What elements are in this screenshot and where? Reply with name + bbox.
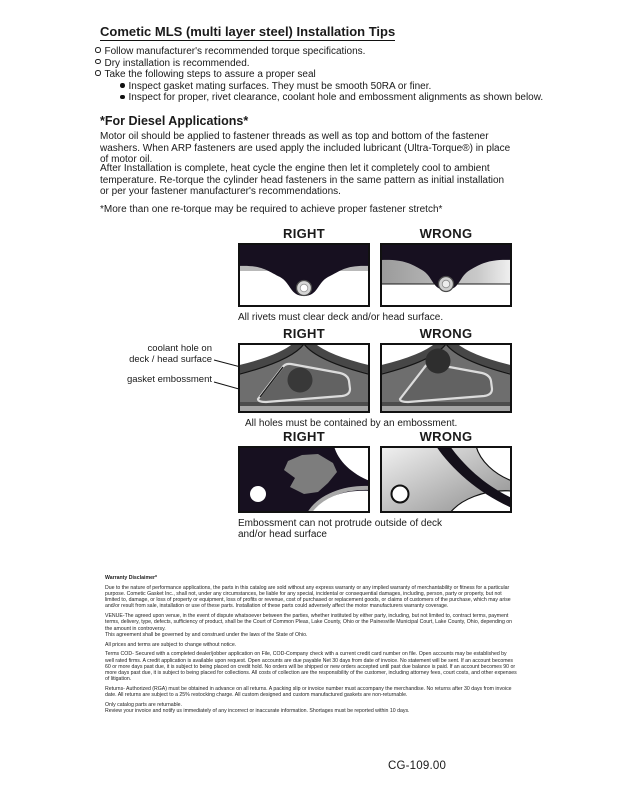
- row3-wrong-label: WRONG: [419, 429, 473, 444]
- warranty-paragraph: Terms COD- Secured with a completed dealer/jobber application on File, COD-Company check with a current credit card number on file. Open accounts may be established by well rated firms. A credit application is available upon request. Open accounts are due payable Net 30 days from date of invoice. No statement will be sent. If an account becomes 60 or more days past due, it is subject to being placed on credit hold. No orders will be shipped or new orders accepted until past due balance is paid. If an account becomes 90 or more days past due, it is subject to being placed for collections. All costs of collection are the responsibility of the customer, including attorney fees, court costs, and other expenses of litigation.: [105, 651, 517, 683]
- rivet-clearance-right-diagram: [238, 243, 370, 307]
- list-item: [120, 92, 543, 104]
- warranty-paragraph: Only catalog parts are returnable.: [105, 702, 182, 709]
- rivet-clearance-wrong-diagram: [380, 243, 512, 307]
- page-title: Cometic MLS (multi layer steel) Installation Tips: [100, 24, 396, 39]
- page-number: CG-109.00: [388, 760, 447, 772]
- bolt-hole-icon: [250, 486, 266, 502]
- bolt-hole-icon: [392, 486, 409, 503]
- warranty-paragraph: This agreement shall be governed by and construed under the laws of the State of Ohio.: [105, 631, 308, 638]
- diesel-section-heading: *For Diesel Applications*: [100, 114, 249, 128]
- diesel-paragraph-1: Motor oil should be applied to fastener threads as well as top and bottom of the fastener washers. When ARP fasteners are used apply the included lubricant (Ultra-Torque®) in place of motor oil.: [100, 131, 511, 166]
- warranty-paragraph: VENUE-The agreed upon venue, in the event of dispute whatsoever between the parties, whether instituted by either party, including, but not limited to, contract terms, payment terms, delivery, type, defects, sufficiency of product, shall be the Court of Common Pleas, Lake County, Ohio or the Painesville Municipal Court, Lake County, Ohio, depending on the amount in controversy.: [105, 613, 513, 632]
- coolant-hole-annotation: coolant hole on deck / head surface: [129, 343, 212, 365]
- list-item: [95, 69, 543, 81]
- row1-caption: All rivets must clear deck and/or head surface.: [238, 312, 444, 323]
- list-item-text: Follow manufacturer's recommended torque specifications.: [104, 46, 366, 57]
- warranty-disclaimer: [105, 575, 517, 718]
- circle-bullet-icon: [95, 47, 101, 53]
- warranty-paragraph: All prices and terms are subject to change without notice.: [105, 641, 237, 648]
- list-item: [120, 81, 543, 93]
- row2-caption: All holes must be contained by an embossment.: [245, 418, 458, 429]
- list-item-text: Inspect for proper, rivet clearance, coolant hole and embossment alignments as shown below.: [128, 92, 544, 104]
- diesel-paragraph-2: After Installation is complete, heat cycle the engine then let it completely cool to ambient temperature. Re-torque the cylinder head fasteners in the same pattern as initial installation or per your fastener manufacturer's recommendations.: [100, 163, 505, 198]
- list-item-text: Inspect gasket mating surfaces. They must be smooth 50RA or finer.: [128, 80, 432, 92]
- warranty-paragraph: Returns- Authorized (RGA) must be obtained in advance on all returns. A packing slip or invoice number must accompany the merchandise. No returns after 30 days from invoice date. All returns are subject to a 25% restocking charge. All custom designed and custom manufactured gaskets are non-returnable.: [105, 686, 512, 699]
- row2-right-label: RIGHT: [283, 326, 325, 341]
- coolant-hole-icon: [426, 349, 451, 374]
- list-item-text: Take the following steps to assure a proper seal: [104, 69, 316, 81]
- installation-tips-list: [95, 46, 543, 104]
- embossment-wrong-diagram: [380, 343, 512, 413]
- row3-caption: Embossment can not protrude outside of deck and/or head surface: [238, 518, 443, 540]
- gasket-embossment-annotation: gasket embossment: [126, 374, 212, 385]
- row3-right-label: RIGHT: [283, 429, 325, 444]
- coolant-hole-icon: [288, 368, 313, 393]
- diesel-paragraph-3: *More than one re-torque may be required to achieve proper fastener stretch*: [100, 204, 443, 215]
- embossment-right-diagram: [238, 343, 370, 413]
- list-item: [95, 46, 543, 58]
- dot-bullet-icon: [120, 83, 125, 88]
- list-item-text: Dry installation is recommended.: [104, 57, 250, 69]
- row1-wrong-label: WRONG: [419, 226, 473, 241]
- warranty-paragraph: Due to the nature of performance applications, the parts in this catalog are sold without any express warranty or any implied warranty of merchantability or fitness for a particular purpose. Cometic Gasket Inc., shall not, under any circumstances, be liable for any special, incidental or consequential damages, including, person, party or property, but not limited to, damage, or loss of property or equipment, loss of profits or revenue, cost of purchased or replacement goods, or claims of customers of the purchase, which may arise and/or result from sale, installation or use of these parts. Installation of these parts could adversely affect the motor manufacturers warranty coverage.: [105, 584, 511, 610]
- row1-right-label: RIGHT: [283, 226, 325, 241]
- protrusion-right-diagram: [238, 446, 370, 513]
- warranty-heading: Warranty Disclaimer*: [105, 575, 157, 581]
- warranty-paragraph: Review your invoice and notify us immediately of any incorrect or inaccurate information. Shortages must be reported within 10 days.: [105, 708, 410, 715]
- circle-bullet-icon: [95, 59, 101, 65]
- list-item: [95, 58, 543, 70]
- row2-wrong-label: WRONG: [419, 326, 473, 341]
- circle-bullet-icon: [95, 70, 101, 76]
- protrusion-wrong-diagram: [380, 446, 512, 513]
- dot-bullet-icon: [120, 95, 125, 100]
